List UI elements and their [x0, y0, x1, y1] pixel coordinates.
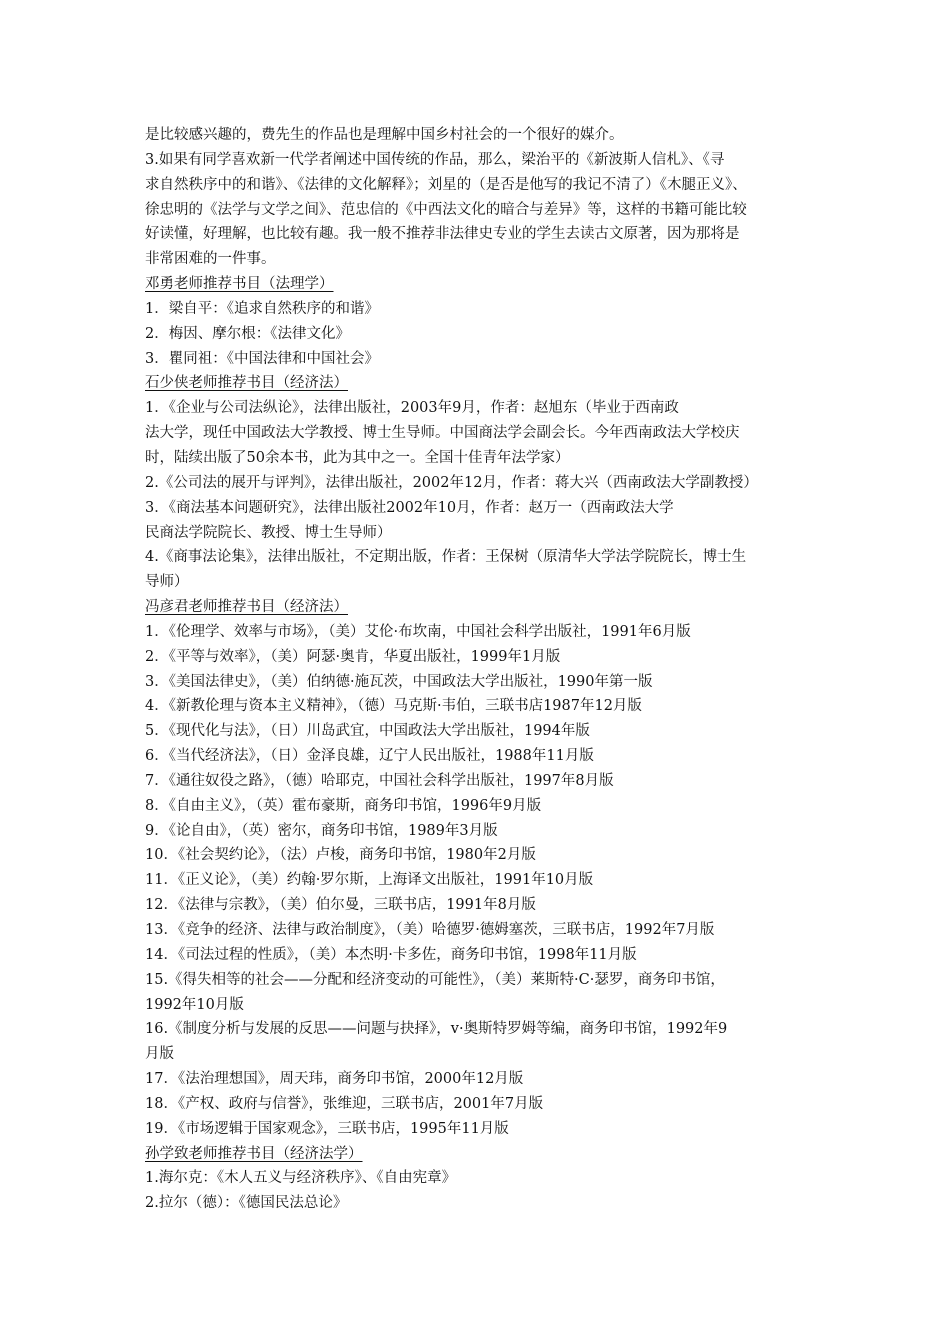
- paragraph-text: 2.拉尔（德）：《德国民法总论》: [145, 1195, 348, 1212]
- paragraph-text: 导师）: [145, 574, 189, 591]
- section-heading-line: [145, 1142, 813, 1167]
- paragraph-text: 12．《法律与宗教》，（美）伯尔曼，三联书店，1991年8月版: [145, 897, 536, 914]
- text-line: [145, 1042, 813, 1067]
- text-line: [145, 694, 813, 719]
- paragraph-text: 18．《产权、政府与信誉》，张维迎，三联书店，2001年7月版: [145, 1095, 544, 1112]
- section-heading: 邓勇老师推荐书目（法理学）: [145, 276, 334, 293]
- text-line: [145, 868, 813, 893]
- paragraph-text: 民商法学院院长、教授、博士生导师）: [145, 524, 392, 541]
- paragraph-text: 1．《企业与公司法纵论》，法律出版社，2003年9月，作者：赵旭东（毕业于西南政: [145, 400, 679, 417]
- text-line: [145, 421, 813, 446]
- paragraph-text: 4．《新教伦理与资本主义精神》，（德）马克斯·韦伯，三联书店1987年12月版: [145, 698, 642, 715]
- text-line: [145, 1092, 813, 1117]
- text-line: [145, 918, 813, 943]
- text-line: [145, 744, 813, 769]
- paragraph-text: 13．《竞争的经济、法律与政治制度》，（美）哈德罗·德姆塞茨，三联书店，1992年7月版: [145, 922, 715, 938]
- paragraph-text: 法大学，现任中国政法大学教授、博士生导师。中国商法学会副会长。今年西南政法大学校庆: [145, 425, 740, 442]
- text-line: [145, 1117, 813, 1142]
- paragraph-text: 非常困难的一件事。: [145, 251, 276, 268]
- paragraph-text: 1992年10月版: [145, 996, 244, 1013]
- text-line: [145, 247, 813, 272]
- section-heading-line: [145, 272, 813, 297]
- text-line: [145, 173, 813, 198]
- section-heading: 石少侠老师推荐书目（经济法）: [145, 375, 348, 392]
- text-line: [145, 297, 813, 322]
- paragraph-text: 月版: [145, 1046, 174, 1063]
- paragraph-text: 3.如果有同学喜欢新一代学者阐述中国传统的作品，那么，梁治平的《新波斯人信札》、《寻: [145, 151, 725, 168]
- text-line: [145, 645, 813, 670]
- text-line: [145, 719, 813, 744]
- text-line: [145, 347, 813, 372]
- text-line: [145, 222, 813, 247]
- paragraph-text: 11．《正义论》，（美）约翰·罗尔斯，上海译文出版社，1991年10月版: [145, 872, 594, 889]
- text-line: [145, 843, 813, 868]
- section-heading-line: [145, 371, 813, 396]
- text-line: [145, 968, 813, 993]
- paragraph-text: 徐忠明的《法学与文学之间》、范忠信的《中西法文化的暗合与差异》等，这样的书籍可能比较: [145, 201, 747, 218]
- text-line: [145, 123, 813, 148]
- paragraph-text: 1．梁自平：《追求自然秩序的和谐》: [145, 300, 379, 317]
- paragraph-text: 是比较感兴趣的，费先生的作品也是理解中国乡村社会的一个很好的媒介。: [145, 127, 624, 143]
- paragraph-text: 5．《现代化与法》，（日）川岛武宜，中国政法大学出版社，1994年版: [145, 723, 590, 740]
- text-line: [145, 943, 813, 968]
- paragraph-text: 16.《制度分析与发展的反思——问题与抉择》，v·奥斯特罗姆等编，商务印书馆，1992年9: [145, 1021, 728, 1038]
- text-line: [145, 620, 813, 645]
- document-page: [145, 123, 813, 1216]
- text-line: [145, 396, 813, 421]
- text-line: [145, 198, 813, 223]
- text-line: [145, 148, 813, 173]
- paragraph-text: 1.海尔克：《木人五义与经济秩序》、《自由宪章》: [145, 1170, 457, 1187]
- text-line: [145, 1191, 813, 1216]
- text-line: [145, 545, 813, 570]
- text-line: [145, 1166, 813, 1191]
- text-line: [145, 670, 813, 695]
- text-line: [145, 993, 813, 1018]
- paragraph-text: 17．《法治理想国》，周天玮，商务印书馆，2000年12月版: [145, 1071, 524, 1088]
- paragraph-text: 19．《市场逻辑于国家观念》，三联书店，1995年11月版: [145, 1120, 509, 1137]
- text-line: [145, 893, 813, 918]
- paragraph-text: 2．《平等与效率》，（美）阿瑟·奥肯，华夏出版社，1999年1月版: [145, 648, 561, 665]
- paragraph-text: 14．《司法过程的性质》，（美）本杰明·卡多佐，商务印书馆，1998年11月版: [145, 946, 637, 963]
- paragraph-text: 1．《伦理学、效率与市场》，（美）艾伦·布坎南，中国社会科学出版社，1991年6月版: [145, 623, 691, 640]
- paragraph-text: 求自然秩序中的和谐》、《法律的文化解释》；刘星的（是否是他写的我记不清了）《木腿正义》、: [145, 176, 747, 193]
- text-line: [145, 819, 813, 844]
- section-heading-line: [145, 595, 813, 620]
- text-line: [145, 496, 813, 521]
- text-line: [145, 322, 813, 347]
- paragraph-text: 8．《自由主义》，（英）霍布豪斯，商务印书馆，1996年9月版: [145, 797, 542, 814]
- paragraph-text: 4.《商事法论集》，法律出版社，不定期出版，作者：王保树（原清华大学法学院院长，博士生: [145, 549, 747, 566]
- paragraph-text: 3．《商法基本问题研究》，法律出版社2002年10月，作者：赵万一（西南政法大学: [145, 499, 674, 516]
- section-heading: 冯彦君老师推荐书目（经济法）: [145, 599, 348, 616]
- text-line: [145, 794, 813, 819]
- paragraph-text: 3．《美国法律史》，（美）伯纳德·施瓦茨，中国政法大学出版社，1990年第一版: [145, 673, 653, 690]
- text-line: [145, 769, 813, 794]
- paragraph-text: 时，陆续出版了50余本书，此为其中之一。全国十佳青年法学家）: [145, 449, 570, 466]
- paragraph-text: 好读懂，好理解，也比较有趣。我一般不推荐非法律史专业的学生去读古文原著，因为那将是: [145, 226, 740, 243]
- paragraph-text: 2．梅因、摩尔根：《法律文化》: [145, 325, 350, 342]
- paragraph-text: 10．《社会契约论》，（法）卢梭，商务印书馆，1980年2月版: [145, 847, 536, 864]
- paragraph-text: 3．瞿同祖：《中国法律和中国社会》: [145, 350, 379, 367]
- text-line: [145, 1067, 813, 1092]
- text-line: [145, 471, 813, 496]
- section-heading: 孙学致老师推荐书目（经济法学）: [145, 1145, 363, 1162]
- text-line: [145, 521, 813, 546]
- paragraph-text: 15.《得失相等的社会——分配和经济变动的可能性》，（美）莱斯特·C·瑟罗，商务印书馆，: [145, 971, 725, 988]
- paragraph-text: 6．《当代经济法》，（日）金泽良雄，辽宁人民出版社，1988年11月版: [145, 748, 594, 765]
- text-line: [145, 570, 813, 595]
- paragraph-text: 7．《通往奴役之路》，（德）哈耶克，中国社会科学出版社，1997年8月版: [145, 772, 614, 789]
- paragraph-text: 2.《公司法的展开与评判》，法律出版社，2002年12月，作者：蒋大兴（西南政法大学副教授）: [145, 474, 758, 491]
- text-line: [145, 446, 813, 471]
- paragraph-text: 9．《论自由》，（英）密尔，商务印书馆，1989年3月版: [145, 822, 498, 839]
- text-line: [145, 1017, 813, 1042]
